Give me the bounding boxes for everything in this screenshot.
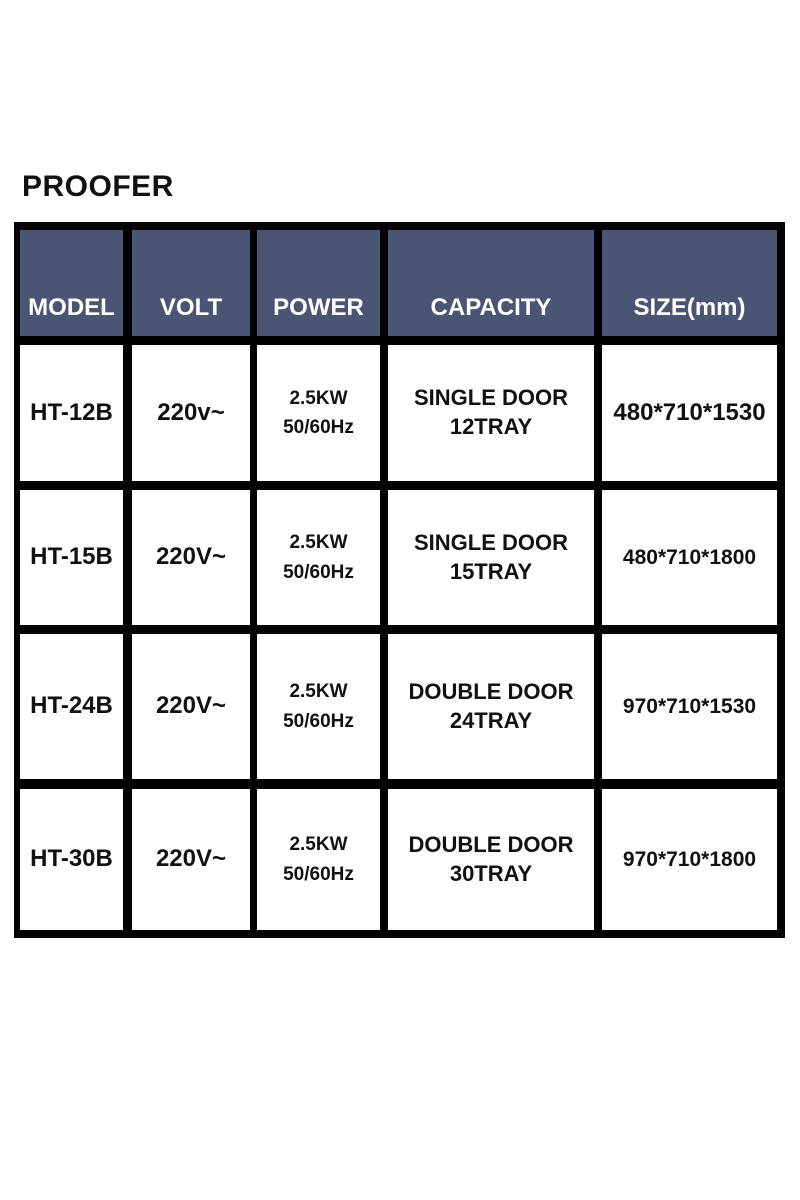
cell-volt: 220v~ (132, 345, 250, 481)
cell-power (257, 789, 380, 930)
cell-capacity (388, 490, 594, 625)
frequency-value: 50/60Hz (283, 863, 354, 885)
capacity-door: SINGLE DOOR (413, 529, 568, 555)
cell-model: HT-15B (20, 490, 123, 625)
header-volt: VOLT (132, 230, 250, 336)
capacity-tray: 24TRAY (449, 707, 533, 733)
power-value: 2.5KW (289, 387, 348, 409)
capacity-door: DOUBLE DOOR (408, 831, 574, 857)
cell-size: 480*710*1800 (602, 490, 777, 625)
cell-size: 970*710*1800 (602, 789, 777, 930)
cell-model: HT-24B (20, 634, 123, 779)
capacity-tray: 15TRAY (449, 558, 533, 584)
frequency-value: 50/60Hz (283, 417, 354, 438)
cell-size: 480*710*1530 (602, 345, 777, 481)
capacity-door: DOUBLE DOOR (408, 678, 574, 704)
cell-size: 970*710*1530 (602, 634, 777, 779)
cell-power (257, 634, 380, 779)
cell-volt: 220V~ (132, 634, 250, 779)
header-capacity: CAPACITY (388, 230, 594, 336)
header-model: MODEL (20, 230, 123, 336)
cell-capacity (388, 345, 594, 481)
spec-table (14, 222, 785, 938)
capacity-door: SINGLE DOOR (413, 385, 568, 411)
header-size: SIZE(mm) (602, 230, 777, 336)
power-value: 2.5KW (289, 834, 348, 856)
cell-capacity (388, 789, 594, 930)
cell-volt: 220V~ (132, 789, 250, 930)
cell-volt: 220V~ (132, 490, 250, 625)
cell-capacity (388, 634, 594, 779)
page-title: PROOFER (22, 170, 174, 203)
power-value: 2.5KW (289, 532, 348, 554)
cell-power (257, 490, 380, 625)
frequency-value: 50/60Hz (283, 561, 354, 583)
frequency-value: 50/60Hz (283, 710, 354, 732)
power-value: 2.5KW (289, 681, 348, 703)
cell-power (257, 345, 380, 481)
cell-model: HT-12B (20, 345, 123, 481)
header-power: POWER (257, 230, 380, 336)
capacity-tray: 12TRAY (449, 414, 533, 439)
capacity-tray: 30TRAY (449, 860, 533, 886)
cell-model: HT-30B (20, 789, 123, 930)
